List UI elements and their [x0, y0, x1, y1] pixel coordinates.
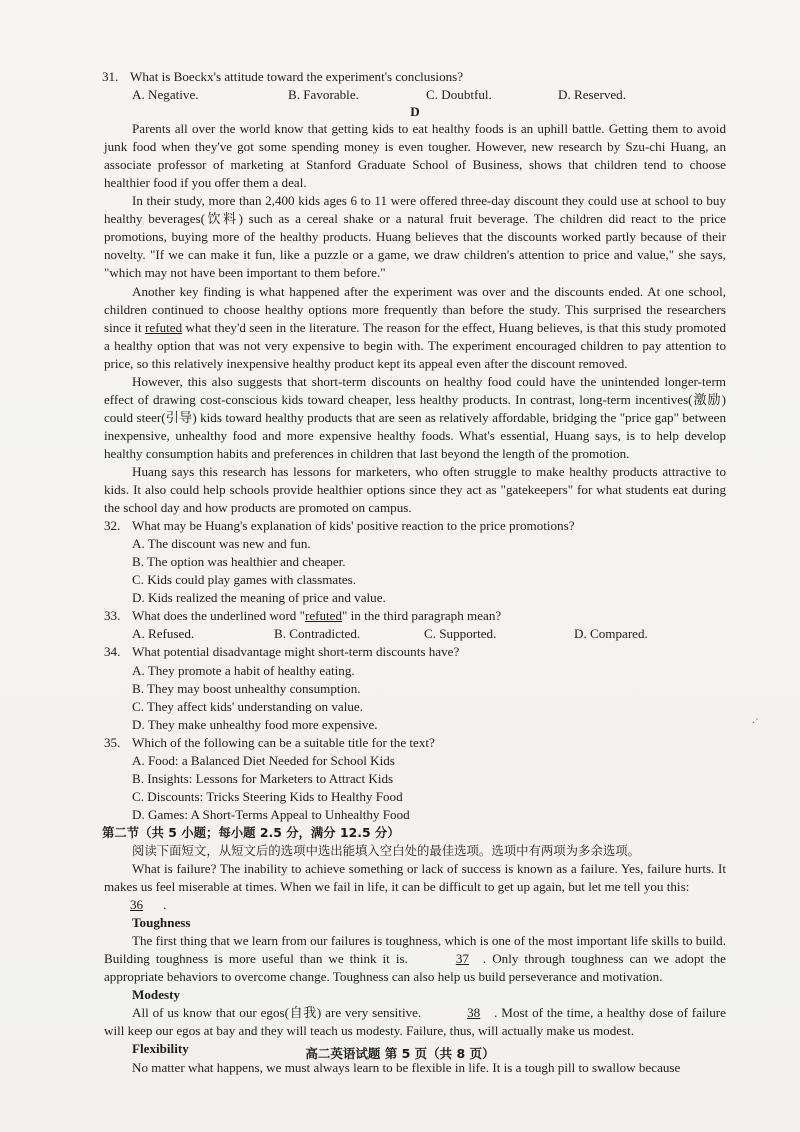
- option-d: D. Kids realized the meaning of price and value.: [132, 590, 386, 606]
- option-b: B. Favorable.: [288, 87, 359, 103]
- blank-37-number: 37: [455, 951, 469, 967]
- question-31: [102, 68, 726, 86]
- question-32: [104, 517, 726, 535]
- blank-36: [104, 896, 163, 914]
- option-c: C. Supported.: [424, 626, 497, 642]
- modesty-text-b: . Most of the time, a healthy dose of failure will keep our egos at bay and they will teach us modesty. Failure, thus, will actually make us modest.: [104, 1005, 726, 1039]
- paragraph-3-text-a: Another key finding is what happened after the experiment was over and the discounts ended. At one school, children continued to choose healthy options more frequently than before the study. This surprised the researchers since it: [104, 283, 726, 335]
- modesty-paragraph: [104, 1004, 726, 1040]
- option-a: A. Refused.: [132, 626, 195, 642]
- paragraph-5: Huang says this research has lessons for marketers, who often struggle to make healthy products attractive to kids. It also could help schools provide healthier options since they act as "gatekeepers" for what students eat during the school day and how products are promoted on campus.: [104, 463, 726, 516]
- paragraph-3-text-b: what they'd seen in the literature. The reason for the effect, Huang believes, is that this study promoted a healthy option that was not very expensive to begin with. The experiment encouraged children to pay attention to price, so this relatively inexpensive healthy product kept its appeal even after the discount removed.: [104, 319, 727, 371]
- option-b: B. Contradicted.: [274, 626, 361, 642]
- question-31-options: [104, 86, 726, 104]
- option-b: B. The option was healthier and cheaper.: [132, 554, 346, 570]
- section-d-title: D: [410, 104, 420, 120]
- option-c: C. Discounts: Tricks Steering Kids to Healthy Food: [132, 788, 403, 804]
- question-number: 35.: [104, 734, 121, 750]
- toughness-text-a: The first thing that we learn from our failures is toughness, which is one of the most important life skills to build. Building toughness is more useful than we think it is.: [104, 933, 726, 967]
- intro-paragraph: What is failure? The inability to achieve something or lack of success is known as a failure. Yes, failure hurts. It makes us feel miserable at times. When we fail in life, it can be difficult to get up again, but let me tell you this:: [104, 861, 726, 895]
- blank-36-line: 36 .: [104, 896, 726, 914]
- question-stem: What may be Huang's explanation of kids' positive reaction to the price promotions?: [132, 518, 575, 534]
- paragraph-2: In their study, more than 2,400 kids ages 6 to 11 were offered three-day discount they could use at school to buy healthy beverages(饮料) such as a cereal shake or a natural fruit beverage. The children did react to the price promotions, buying more of the healthy products. Huang believes that the discounts worked partly because of their novelty. "If we can make it fun, like a puzzle or a game, we draw children's attention to price and value," she says, "which may not have been important to them before.": [104, 193, 726, 281]
- option-c: C. Doubtful.: [426, 87, 492, 103]
- question-33: [104, 607, 726, 625]
- question-33-options: [104, 625, 726, 643]
- question-stem-a: What does the underlined word ": [132, 608, 305, 624]
- blank-38-number: 38: [467, 1005, 481, 1021]
- question-number: 33.: [104, 608, 121, 624]
- question-stem: What is Boeckx's attitude toward the experiment's conclusions?: [130, 69, 464, 84]
- modesty-text-a: All of us know that our egos(自我) are very sensitive.: [132, 1005, 426, 1021]
- option-b: B. They may boost unhealthy consumption.: [132, 680, 361, 696]
- question-34: [104, 643, 726, 661]
- paragraph-3: [104, 283, 726, 373]
- option-b: B. Insights: Lessons for Marketers to Attract Kids: [132, 770, 394, 786]
- option-c: C. They affect kids' understanding on value.: [132, 698, 363, 714]
- page-footer: 高二英语试题 第 5 页（共 8 页）: [305, 1046, 495, 1061]
- question-number: 32.: [104, 518, 121, 534]
- blank-38: [425, 1004, 494, 1022]
- toughness-text-b: . Only through toughness can we adopt the appropriate behaviors to overcome change. Toughness can also help us build perseverance and motivation.: [104, 951, 726, 985]
- stray-mark: ·´: [752, 718, 759, 729]
- part-2-instruction: 阅读下面短文，从短文后的选项中选出能填入空白处的最佳选项。选项中有两项为多余选项。: [132, 842, 641, 858]
- option-c: C. Kids could play games with classmates.: [132, 572, 357, 588]
- question-number: 34.: [104, 644, 121, 660]
- option-a: A. They promote a habit of healthy eating.: [132, 662, 355, 678]
- underlined-word-refuted: refuted: [145, 319, 183, 335]
- underlined-word-refuted: refuted: [304, 608, 343, 624]
- heading-toughness: Toughness: [132, 915, 191, 931]
- question-number: 31.: [102, 69, 119, 84]
- option-d: D. They make unhealthy food more expensive.: [132, 716, 378, 732]
- part-2-title: 第二节（共 5 小题；每小题 2.5 分，满分 12.5 分）: [102, 824, 400, 840]
- toughness-paragraph: [104, 932, 726, 986]
- paragraph-1: Parents all over the world know that getting kids to eat healthy foods is an uphill battle. Getting them to avoid junk food when they've got some spending money is even tougher. However, new research by Szu-chi Huang, an associate professor of marketing at Stanford Graduate School of Business, shows that children tend to choose healthier food if you offer them a deal.: [104, 121, 726, 191]
- paragraph-4: However, this also suggests that short-term discounts on healthy food could have the unintended longer-term effect of drawing cost-conscious kids toward cheaper, less healthy products. In contrast, long-term incentives(激励) could steer(引导) kids toward healthy products that are seen as relatively affordable, bridging the "price gap" between inexpensive, unhealthy food and more expensive healthy foods. What's essential, Huang says, is to help develop healthy consumption habits and preferences in children that last beyond the length of the promotion.: [104, 373, 726, 461]
- option-d: D. Compared.: [574, 626, 648, 642]
- heading-modesty: Modesty: [132, 987, 181, 1003]
- option-d: D. Games: A Short-Terms Appeal to Unhealthy Food: [132, 806, 410, 822]
- question-35: [104, 734, 726, 752]
- option-d: D. Reserved.: [558, 87, 626, 103]
- flexibility-paragraph: No matter what happens, we must always learn to be flexible in life. It is a tough pill to swallow because: [132, 1059, 681, 1075]
- option-a: A. The discount was new and fun.: [132, 536, 311, 552]
- heading-flexibility: Flexibility: [132, 1041, 189, 1057]
- question-stem: Which of the following can be a suitable title for the text?: [132, 734, 435, 750]
- question-stem-b: " in the third paragraph mean?: [342, 608, 502, 624]
- page-content: [104, 68, 726, 1077]
- blank-37: [414, 950, 483, 968]
- option-a: A. Negative.: [132, 87, 199, 103]
- blank-36-number: 36: [130, 897, 144, 913]
- option-a: A. Food: a Balanced Diet Needed for School Kids: [132, 752, 395, 768]
- question-stem: What potential disadvantage might short-term discounts have?: [132, 644, 460, 660]
